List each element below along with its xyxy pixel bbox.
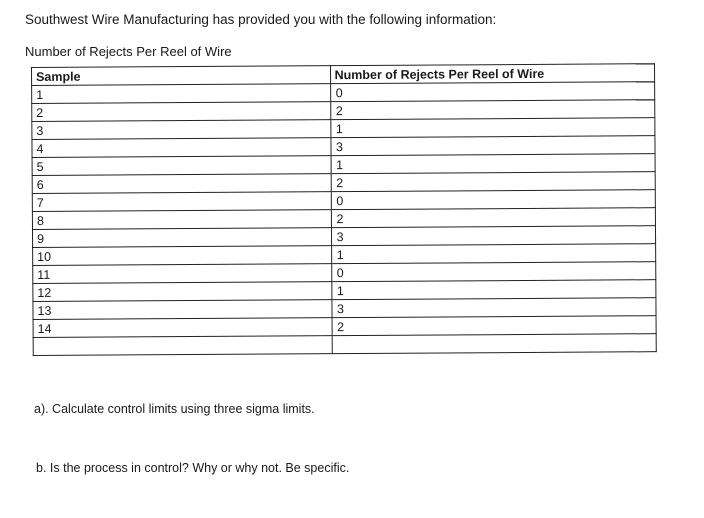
rejects-cell: 1 (331, 244, 656, 264)
header-rejects: Number of Rejects Per Reel of Wire (330, 64, 655, 84)
rejects-cell: 0 (331, 262, 656, 282)
rejects-cell: 2 (331, 208, 656, 228)
header-sample: Sample (32, 66, 331, 86)
rejects-cell: 3 (331, 226, 656, 246)
rejects-cell: 0 (330, 82, 655, 102)
sample-cell: 3 (32, 120, 331, 140)
question-b: b. Is the process in control? Why or why not. Be specific. (36, 461, 350, 475)
rejects-cell: 0 (331, 190, 656, 210)
rejects-cell: 1 (331, 280, 656, 300)
sample-cell: 10 (33, 246, 332, 266)
rejects-cell: 3 (331, 298, 656, 318)
question-a: a). Calculate control limits using three sigma limits. (34, 402, 315, 416)
rejects-cell: 2 (331, 172, 656, 192)
sample-cell: 8 (32, 210, 331, 230)
intro-text: Southwest Wire Manufacturing has provided you with the following information: (25, 12, 497, 27)
sample-cell (33, 336, 332, 356)
rejects-cell: 3 (330, 136, 655, 156)
rejects-cell: 2 (330, 100, 655, 120)
sample-cell: 1 (32, 84, 331, 104)
sample-cell: 14 (33, 318, 332, 338)
table-row (33, 334, 656, 356)
rejects-cell: 2 (332, 316, 657, 336)
sample-cell: 9 (32, 228, 331, 248)
sample-cell: 13 (33, 300, 332, 320)
rejects-cell (332, 334, 657, 354)
table-caption: Number of Rejects Per Reel of Wire (25, 44, 232, 59)
sample-cell: 12 (33, 282, 332, 302)
rejects-table (31, 63, 657, 356)
rejects-cell: 1 (331, 154, 656, 174)
sample-cell: 6 (32, 174, 331, 194)
sample-cell: 4 (32, 138, 331, 158)
rejects-cell: 1 (330, 118, 655, 138)
sample-cell: 2 (32, 102, 331, 122)
sample-cell: 5 (32, 156, 331, 176)
sample-cell: 11 (33, 264, 332, 284)
sample-cell: 7 (32, 192, 331, 212)
